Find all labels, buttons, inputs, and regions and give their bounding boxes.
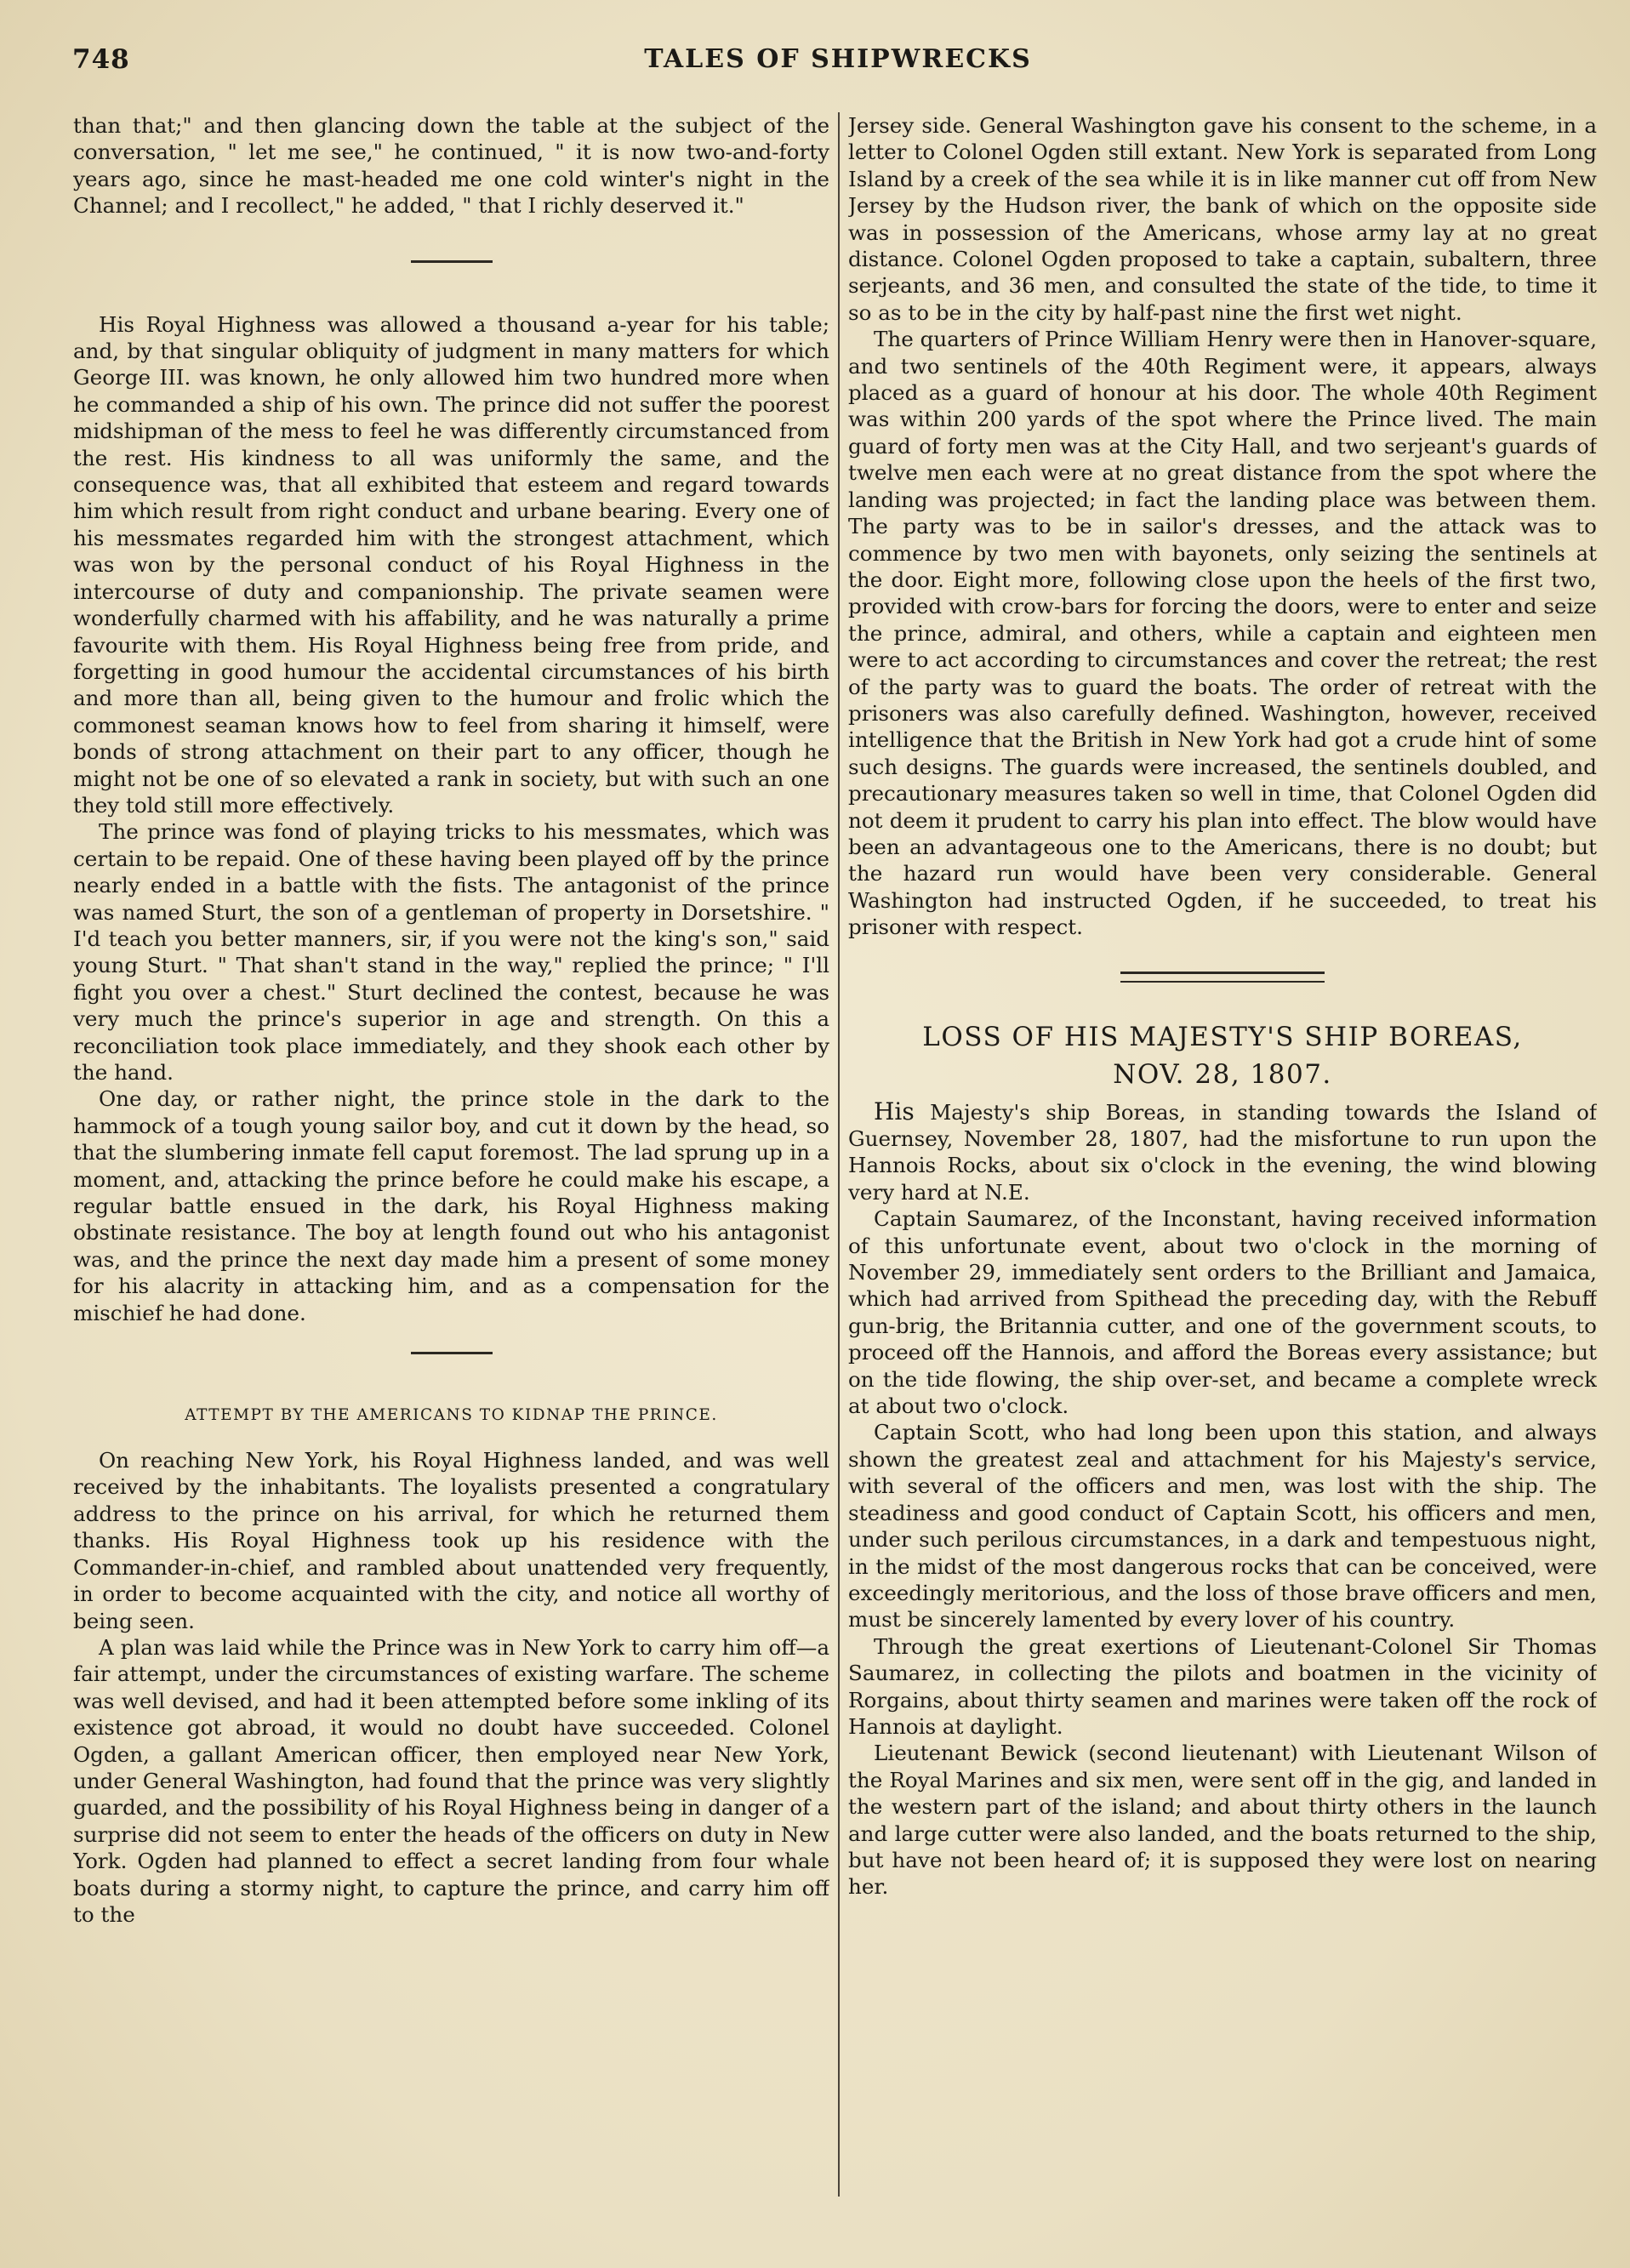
lead-word: His [874,1097,915,1125]
paragraph: Captain Saumarez, of the Inconstant, having received information of this unfortunate event, about two o'clock in the morning of November 29, immediately sent orders to the Brilliant and Jamaica, which had arrived from Spithead the preceding day, with the Rebuff gun-brig, the Britannia cutter, and one of the government scouts, to proceed off the Hannois, and afford the Boreas every assistance; but on the tide flowing, the ship over-set, and became a complete wreck at about two o'clock. [848,1206,1597,1419]
paragraph: Lieutenant Bewick (second lieutenant) with Lieutenant Wilson of the Royal Marines and six men, were sent off in the gig, and landed in the western part of the island; and about thirty others in the launch and large cutter were also landed, and the boats returned to the ship, but have not been heard of; it is supposed they were lost on nearing her. [848,1741,1597,1900]
paragraph: Captain Scott, who had long been upon this station, and always shown the greatest zeal and attachment for his Majesty's service, with several of the officers and men, was lost with the ship. The steadiness and good conduct of Captain Scott, his officers and men, under such perilous circumstances, in a dark and tempestuous night, in the midst of the most dangerous rocks that can be conceived, were exceedingly meritorious, and the loss of those brave officers and men, must be sincerely lamented by every lover of his country. [848,1420,1597,1633]
left-column [73,112,829,2197]
paragraph: A plan was laid while the Prince was in New York to carry him off—a fair attempt, under the circumstances of existing warfare. The scheme was well devised, and had it been attempted before some inkling of its existence got abroad, it would no doubt have succeeded. Colonel Ogden, a gallant American officer, then employed near New York, under General Washington, had found that the prince was very slightly guarded, and the possibility of his Royal Highness being in danger of a surprise did not seem to enter the heads of the officers on duty in New York. Ogden had planned to effect a secret landing from four whale boats during a stormy night, to capture the prince, and carry him off to the [73,1634,829,1927]
running-title: TALES OF SHIPWRECKS [644,44,1032,74]
page-number: 748 [72,44,130,75]
article-divider [1120,972,1325,983]
paragraph: Through the great exertions of Lieutenant-Colonel Sir Thomas Saumarez, in collecting the pilots and boatmen in the vicinity of Rorgains, about thirty seamen and marines were taken off the rock of Hannois at daylight. [848,1633,1597,1739]
paragraph [848,1098,1597,1206]
paragraph-text: Majesty's ship Boreas, in standing towards the Island of Guernsey, November 28, 1807, had the misfortune to run upon the Hannois Rocks, about six o'clock in the evening, the wind blowing very hard at N.E. [848,1099,1597,1205]
paragraph: than that;" and then glancing down the table at the subject of the conversation, " let me see," he continued, " it is now two-and-forty years ago, since he mast-headed me one cold winter's night in the Channel; and I recollect," he added, " that I richly deserved it." [73,113,829,219]
paragraph: On reaching New York, his Royal Highness landed, and was well received by the inhabitants. The loyalists presented a congratulary address to the prince on his arrival, for which he returned them thanks. His Royal Highness took up his residence with the Commander-in-chief, and rambled about unattended very frequently, in order to become acquainted with the city, and notice all worthy of being seen. [73,1448,829,1633]
paragraph: His Royal Highness was allowed a thousand a-year for his table; and, by that singular obliquity of judgment in many matters for which George III. was known, he only allowed him two hundred more when he commanded a ship of his own. The prince did not suffer the poorest midshipman of the mess to feel he was differently circumstanced from the rest. His kindness to all was uniformly the same, and the consequence was, that all exhibited that esteem and regard towards him which result from right conduct and urbane bearing. Every one of his messmates regarded him with the strongest attachment, which was won by the personal conduct of his Royal Highness in the intercourse of duty and companionship. The private seamen were wonderfully charmed with his affability, and he was naturally a prime favourite with them. His Royal Highness being free from pride, and forgetting in good humour the accidental circumstances of his birth and more than all, being given to the humour and frolic which the commonest seaman knows how to feel from sharing it himself, were bonds of strong attachment on their part to any officer, though he might not be one of so elevated a rank in society, but with such an one they told still more effectively. [73,311,829,818]
paragraph: One day, or rather night, the prince stole in the dark to the hammock of a tough young sailor boy, and cut it down by the head, so that the slumbering inmate fell caput foremost. The lad sprung up in a moment, and, attacking the prince before he could make his escape, a regular battle ensued in the dark, his Royal Highness making obstinate resistance. The boy at length found out who his antagonist was, and the prince the next day made him a present of some money for his alacrity in attacking him, and as a compensation for the mischief he had done. [73,1086,829,1325]
paragraph: The prince was fond of playing tricks to his messmates, which was certain to be repaid. One of these having been played off by the prince nearly ended in a battle with the fists. The antagonist of the prince was named Sturt, the son of a gentleman of property in Dorsetshire. " I'd teach you better manners, sir, if you were not the king's son," said young Sturt. " That shan't stand in the way," replied the prince; " I'll fight you over a chest." Sturt declined the contest, because he was very much the prince's superior in age and strength. On this a reconciliation took place immediately, and they shook each other by the hand. [73,819,829,1085]
right-column [848,112,1597,2197]
paragraph: Jersey side. General Washington gave his consent to the scheme, in a letter to Colonel Ogden still extant. New York is separated from Long Island by a creek of the sea while it is in like manner cut off from New Jersey by the Hudson river, the bank of which on the opposite side was in possession of the Americans, whose army lay at no great distance. Colonel Ogden proposed to take a captain, subaltern, three serjeants, and 36 men, and consulted the state of the tide, to time it so as to be in the city by half-past nine the first wet night. [848,113,1597,325]
page-header [72,44,1604,83]
article-date: NOV. 28, 1807. [1113,1058,1332,1090]
column-divider [838,112,840,2197]
section-heading: ATTEMPT BY THE AMERICANS TO KIDNAP THE PRINCE. [185,1406,718,1425]
article-title: LOSS OF HIS MAJESTY'S SHIP BOREAS, [922,1021,1523,1052]
paragraph: The quarters of Prince William Henry were then in Hanover-square, and two sentinels of the 40th Regiment were, it appears, always placed as a guard of honour at his door. The whole 40th Regiment was within 200 yards of the spot where the Prince lived. The main guard of forty men was at the City Hall, and two serjeant's guards of twelve men each were at no great distance from the spot where the landing was projected; in fact the landing place was between them. The party was to be in sailor's dresses, and the attack was to commence by two men with bayonets, only seizing the sentinels at the door. Eight more, following close upon the heels of the first two, provided with crow-bars for forcing the doors, were to enter and seize the prince, admiral, and others, while a captain and eighteen men were to act according to circumstances and cover the retreat; the rest of the party was to guard the boats. The order of retreat with the prisoners was also carefully defined. Washington, however, received intelligence that the British in New York had got a crude hint of some such designs. The guards were increased, the sentinels doubled, and precautionary measures taken so well in time, that Colonel Ogden did not deem it prudent to carry his plan into effect. The blow would have been an advantageous one to the Americans, there is no doubt; but the hazard run would have been very considerable. General Washington had instructed Ogden, if he succeeded, to treat his prisoner with respect. [848,327,1597,940]
